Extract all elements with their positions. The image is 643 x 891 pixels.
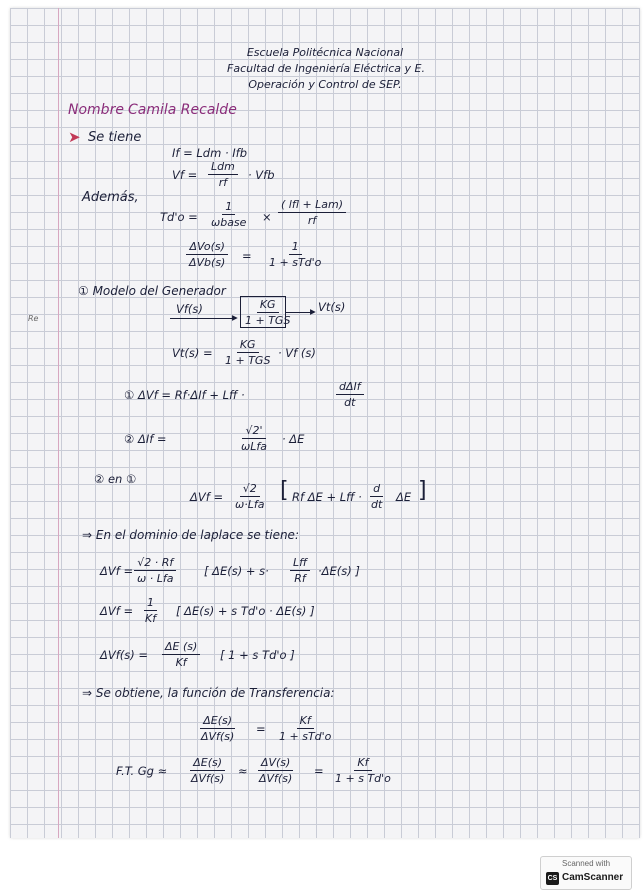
eq2-lhs: ② ΔIf = xyxy=(124,432,167,446)
eq4-den: ω · Lfa xyxy=(137,572,174,585)
eq4-num: √2 · Rf xyxy=(134,556,176,571)
ft-approx-sign: ≈ xyxy=(238,764,248,778)
tdo-fraction-2 xyxy=(278,198,346,227)
vf-fraction xyxy=(208,160,238,189)
eq4-f-den: Rf xyxy=(294,572,306,585)
margin-line xyxy=(58,8,59,838)
vt-den: 1 + TGS xyxy=(225,354,271,367)
ft-c-num: Kf xyxy=(354,756,371,771)
vf-num: Ldm xyxy=(208,160,238,175)
name-label: Nombre xyxy=(68,102,124,118)
ft-c-den: 1 + s Td'o xyxy=(335,772,391,785)
ft-b-den: ΔVf(s) xyxy=(259,772,293,785)
camscanner-logo-icon: CS xyxy=(546,872,559,885)
eq1-den: dt xyxy=(344,396,356,409)
header-course: Operación y Control de SEP. xyxy=(248,78,402,91)
tdo-fraction-1 xyxy=(208,200,249,229)
vt-tail: · Vf (s) xyxy=(278,346,316,360)
bracket-close: ] xyxy=(418,478,427,503)
tf-rhs-den: 1 + sTd'o xyxy=(279,730,332,743)
ft-a-num: ΔE(s) xyxy=(190,756,225,771)
eq5-den: Kf xyxy=(145,612,157,625)
tdo-f1-num: 1 xyxy=(222,200,235,215)
laplace-label: ⇒ En el dominio de laplace se tiene: xyxy=(82,528,299,542)
eq3-den: ω·Lfa xyxy=(235,498,265,511)
eq6-num: ΔE (s) xyxy=(162,640,200,655)
camscanner-badge xyxy=(540,856,632,890)
eq5-num: 1 xyxy=(144,596,157,611)
eq4-lhs: ΔVf = xyxy=(100,564,134,578)
transfer-function-label: ⇒ Se obtiene, la función de Transferencia: xyxy=(82,686,335,700)
eq-if: If = Ldm · Ifb xyxy=(172,146,248,160)
tf-equals: = xyxy=(256,722,266,736)
vf-den: rf xyxy=(218,176,228,189)
eq5-lhs: ΔVf = xyxy=(100,604,134,618)
eq3-tail: ΔE xyxy=(396,490,412,504)
vf-tail: · Vfb xyxy=(248,168,275,182)
section-modelo-generador: ① Modelo del Generador xyxy=(78,284,226,298)
arrow-head-icon: ▸ xyxy=(232,310,238,324)
eq4-fraction xyxy=(134,556,176,585)
eq3-fraction xyxy=(232,482,267,511)
camscanner-text: CamScanner xyxy=(562,872,624,883)
ademas-label: Además, xyxy=(82,190,139,205)
ft-c-fraction xyxy=(332,756,394,785)
eq1-fraction xyxy=(336,380,364,409)
eq1-lhs: ① ΔVf = Rf·ΔIf + Lff · xyxy=(124,388,245,402)
tdo-f2-den: rf xyxy=(307,214,317,227)
tf-rhs-num: Kf xyxy=(297,714,314,729)
eq6-lhs: ΔVf(s) = xyxy=(100,648,149,662)
substitution-label: ② en ① xyxy=(94,472,137,486)
eq6-den: Kf xyxy=(175,656,187,669)
eq4-body: [ ΔE(s) + s· xyxy=(204,564,269,578)
eq3-d-fraction xyxy=(368,482,385,511)
bracket-open: [ xyxy=(280,478,289,503)
eq3-lhs: ΔVf = xyxy=(190,490,224,504)
block-output-label: Vt(s) xyxy=(318,300,346,314)
ft-a-fraction xyxy=(188,756,227,785)
dv-rhs-num: 1 xyxy=(289,240,302,255)
block-input-label: Vf(s) xyxy=(176,302,203,316)
eq3-d-num: d xyxy=(370,482,383,497)
eq5-fraction xyxy=(142,596,159,625)
dv-num: ΔVo(s) xyxy=(186,240,227,255)
dv-equals: = xyxy=(242,249,252,263)
eq4-tail: ·ΔE(s) ] xyxy=(318,564,360,578)
dv-fraction xyxy=(186,240,228,269)
arrow-icon: ➤ xyxy=(68,128,81,146)
header-faculty: Facultad de Ingeniería Eléctrica y E. xyxy=(227,62,425,75)
header-school: Escuela Politécnica Nacional xyxy=(246,46,404,59)
ft-equals-sign: = xyxy=(314,764,324,778)
vf-lhs: Vf = xyxy=(172,168,198,182)
tdo-lhs: Td'o = xyxy=(160,210,198,224)
tdo-f2-num: ( lfl + Lam) xyxy=(278,198,346,213)
eq6-fraction xyxy=(162,640,200,669)
vt-lhs: Vt(s) = xyxy=(172,346,213,360)
block-num: KG xyxy=(257,298,279,313)
eq2-den: ωLfa xyxy=(241,440,267,453)
tdo-f1-den: ωbase xyxy=(211,216,247,229)
ft-a-den: ΔVf(s) xyxy=(191,772,225,785)
se-tiene-label: Se tiene xyxy=(88,130,142,145)
eq2-fraction xyxy=(238,424,270,453)
ft-b-num: ΔV(s) xyxy=(258,756,293,771)
eq2-tail: · ΔE xyxy=(282,432,305,446)
eq6-body: [ 1 + s Td'o ] xyxy=(220,648,295,662)
block-den: 1 + TGS xyxy=(245,314,291,327)
arrow-head-icon: ▸ xyxy=(310,304,316,318)
vt-num: KG xyxy=(237,338,259,353)
scanned-with-text: Scanned with xyxy=(561,859,611,868)
eq3-body: Rf ΔE + Lff · xyxy=(292,490,362,504)
eq3-d-den: dt xyxy=(371,498,383,511)
times-sign: × xyxy=(262,210,272,224)
dv-rhs-den: 1 + sTd'o xyxy=(269,256,322,269)
ft-label: F.T. Gg ≈ xyxy=(116,764,168,778)
edge-note: Re xyxy=(28,314,39,323)
tf-rhs-fraction xyxy=(276,714,334,743)
tf-den: ΔVf(s) xyxy=(201,730,235,743)
ft-b-fraction xyxy=(256,756,295,785)
eq4-inner-fraction xyxy=(290,556,310,585)
dv-rhs-fraction xyxy=(266,240,324,269)
input-arrow-line xyxy=(170,318,236,319)
eq5-body: [ ΔE(s) + s Td'o · ΔE(s) ] xyxy=(176,604,315,618)
tf-fraction xyxy=(198,714,237,743)
eq4-f-num: Lff xyxy=(290,556,310,571)
vt-fraction xyxy=(222,338,273,367)
eq1-num: dΔIf xyxy=(336,380,364,395)
student-name: Camila Recalde xyxy=(128,102,237,118)
eq2-num: √2' xyxy=(242,424,265,439)
eq3-num: √2 xyxy=(240,482,260,497)
dv-den: ΔVb(s) xyxy=(189,256,226,269)
tf-num: ΔE(s) xyxy=(200,714,235,729)
